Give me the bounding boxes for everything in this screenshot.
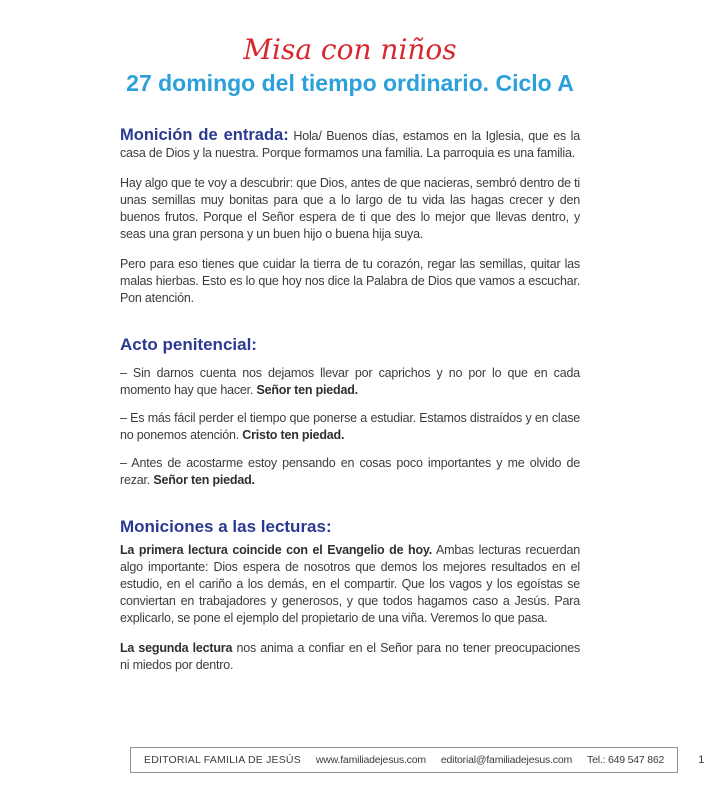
section-penitencial [120, 334, 580, 489]
penitencial-item-3 [120, 455, 580, 489]
paragraph-entrada-1 [120, 127, 580, 162]
lecturas-paragraph-1-text: Ambas lecturas recuerdan algo importante: Dios espera de nosotros que demos los mejores resultados en el estudio, en el cariño a los demás, en el compartir. Que los vagos y los egoístas se conviertan en trabajadores y generosos, y que todos hagamos caso a Jesús. Para explicarlo, se pone el ejemplo del propietario de una viña. Veremos lo que pasa. [120, 543, 580, 625]
footer-publisher: EDITORIAL FAMILIA DE JESÚS [144, 754, 301, 766]
page-title: Misa con niños [243, 33, 457, 66]
lecturas-paragraph-2-lead: La segunda lectura [120, 641, 233, 655]
penitencial-item-2 [120, 410, 580, 444]
section-heading-lecturas: Moniciones a las lecturas: [120, 517, 332, 536]
penitencial-item-2-text: – Es más fácil perder el tiempo que ponerse a estudiar. Estamos distraídos y en clase no ponemos atención. [120, 411, 580, 442]
penitencial-item-1-response: Señor ten piedad. [256, 383, 358, 397]
section-lecturas [120, 516, 580, 674]
lecturas-paragraph-1 [120, 542, 580, 627]
penitencial-item-1-text: – Sin darnos cuenta nos dejamos llevar por caprichos y no por lo que en cada momento hay que hacer. [120, 366, 580, 397]
footer-email-link[interactable]: editorial@familiadejesus.com [440, 754, 573, 766]
section-entrada [120, 127, 580, 307]
lecturas-paragraph-2 [120, 640, 580, 674]
footer-website-link[interactable]: www.familiadejesus.com [315, 754, 426, 766]
page-number: 1 [698, 754, 704, 766]
paragraph-entrada-1-text: Hola/ Buenos días, estamos en la Iglesia, que es la casa de Dios y la nuestra. Porque formamos una familia. La parroquia es una familia. [120, 129, 580, 160]
section-heading-penitencial: Acto penitencial: [120, 335, 257, 354]
penitencial-item-1 [120, 365, 580, 399]
paragraph-entrada-3: Pero para eso tienes que cuidar la tierra de tu corazón, regar las semillas, quitar las malas hierbas. Esto es lo que hoy nos dice la Palabra de Dios que vamos a escuchar. Pon atención. [120, 257, 580, 305]
penitencial-item-2-response: Cristo ten piedad. [242, 428, 345, 442]
page-footer [130, 747, 704, 773]
footer-contact-box [130, 747, 678, 773]
penitencial-item-3-response: Señor ten piedad. [153, 473, 255, 487]
document-body [120, 127, 580, 674]
penitencial-item-3-text: – Antes de acostarme estoy pensando en cosas poco importantes y me olvido de rezar. [120, 456, 580, 487]
lecturas-paragraph-2-text: nos anima a confiar en el Señor para no tener preocupaciones ni miedos por dentro. [120, 641, 581, 672]
footer-phone: Tel.: 649 547 862 [587, 754, 665, 766]
page-subtitle: 27 domingo del tiempo ordinario. Ciclo A [126, 70, 574, 96]
paragraph-entrada-2: Hay algo que te voy a descubrir: que Dios, antes de que nacieras, sembró dentro de ti unas semillas muy bonitas para que a lo largo de tu vida las hagas crecer y den buenos frutos. Porque el Señor espera de ti que des lo mejor que llevas dentro, y seas una gran persona y un buen hijo o buena hija suya. [120, 176, 580, 241]
section-heading-entrada: Monición de entrada: [120, 126, 289, 144]
lecturas-paragraph-1-lead: La primera lectura coincide con el Evangelio de hoy. [120, 543, 433, 557]
